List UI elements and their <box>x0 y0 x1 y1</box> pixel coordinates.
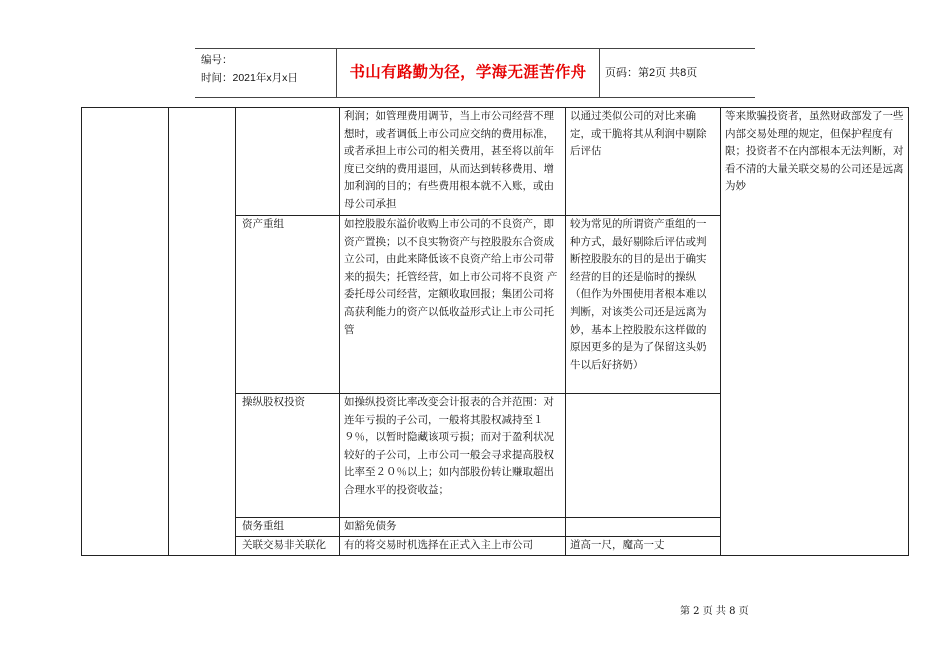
table-cell-description: 有的将交易时机选择在正式入主上市公司 <box>340 536 566 555</box>
table-cell-category: 操纵股权投资 <box>236 394 340 518</box>
table-cell-handling: 道高一尺，魔高一丈 <box>566 536 721 555</box>
table-row <box>82 108 909 216</box>
document-number-label: 编号： <box>201 54 233 66</box>
table-cell-description: 如控股股东溢价收购上市公司的不良资产，即资产置换；以不良实物资产与控股股东合资成立公司，由此来降低该不良资产给上市公司带来的损失；托管经营，如上市公司将不良资 产委托母公司经营，定额收取回报；集团公司将高获利能力的资产以低收益形式让上市公司托管 <box>340 216 566 394</box>
table-cell-category: 关联交易非关联化 <box>236 536 340 555</box>
page-header <box>195 48 755 98</box>
content-table <box>81 107 909 556</box>
header-page-number: 页码：第2页 共8页 <box>605 67 698 79</box>
table-cell-handling: 较为常见的所谓资产重组的一种方式，最好剔除后评估或判断控股股东的目的是出于确实经营的目的还是临时的操纵（但作为外围使用者根本难以判断，对该类公司还是远离为妙，基本上控股股东这样做的原因更多的是为了保留这头奶牛以后好挤奶） <box>566 216 721 394</box>
table-cell-description: 如操纵投资比率改变会计报表的合并范围：对连年亏损的子公司，一般将其股权减持至１９％，以暂时隐藏该项亏损；而对于盈利状况较好的子公司，上市公司一般会寻求提高股权比率至２０％以上；如内部股份转让赚取超出合理水平的投资收益； <box>340 394 566 518</box>
table-cell-col1 <box>82 108 169 556</box>
table-cell-category: 债务重组 <box>236 518 340 537</box>
table-cell-col2 <box>169 108 236 556</box>
table-cell-handling <box>566 518 721 537</box>
table-cell-category: 资产重组 <box>236 216 340 394</box>
table-cell-description: 如豁免债务 <box>340 518 566 537</box>
table-cell-handling <box>566 394 721 518</box>
table-cell-category <box>236 108 340 216</box>
table-cell-handling: 以通过类似公司的对比来确定，或干脆将其从利润中剔除后评估 <box>566 108 721 216</box>
table-cell-remarks: 等来欺骗投资者，虽然财政部发了一些内部交易处理的规定，但保护程度有限；投资者不在内部根本无法判断，对看不清的大量关联交易的公司还是远离为妙 <box>721 108 909 556</box>
table-cell-description: 利润；如管理费用调节，当上市公司经营不理想时，或者调低上市公司应交纳的费用标准，或者承担上市公司的相关费用，甚至将以前年度已交纳的费用退回，从而达到转移费用、增加利润的目的；有些费用根本就不入账，或由母公司承担 <box>340 108 566 216</box>
header-motto: 书山有路勤为径，学海无涯苦作舟 <box>337 49 600 97</box>
page-footer-number: 第 2 页 共 8 页 <box>680 606 749 617</box>
document-date: 时间：2021年x月x日 <box>201 72 298 84</box>
header-meta <box>195 49 337 97</box>
